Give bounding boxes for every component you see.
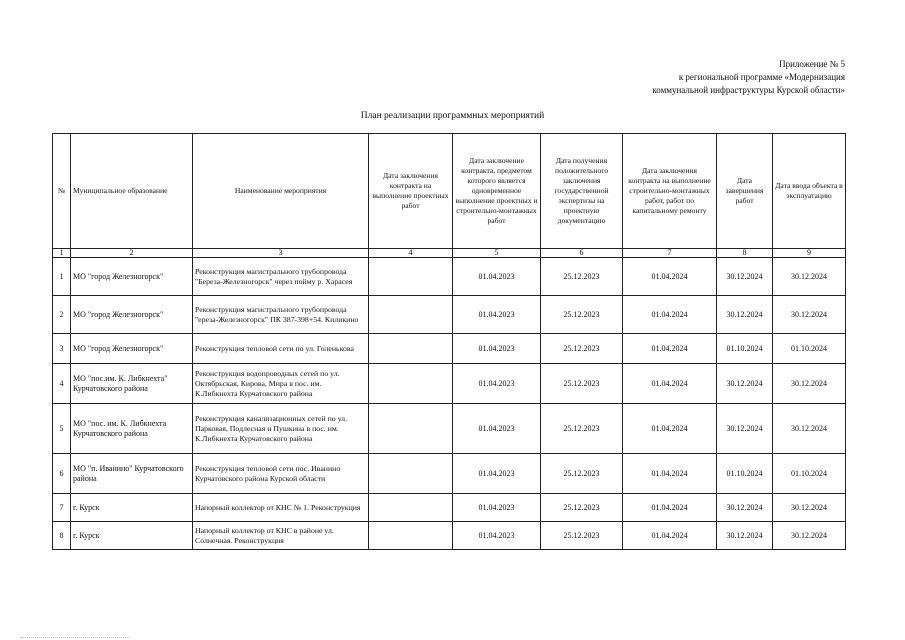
measure-cell: Реконструкция тепловой сети по ул. Голенькова [193, 334, 369, 364]
commissioning-date-cell: 30.12.2024 [773, 296, 846, 334]
combined-contract-date-cell: 01.04.2023 [453, 334, 541, 364]
appendix-line-1: Приложение № 5 [779, 59, 845, 69]
combined-contract-date-cell: 01.04.2023 [453, 454, 541, 494]
header-cell-commissioning-date: Дата ввода объекта в эксплуатацию [773, 134, 846, 249]
row-number: 6 [53, 454, 71, 494]
measure-cell: Реконструкция тепловой сети пос. Иванино Курчатовского района Курской области [193, 454, 369, 494]
table-row [53, 258, 846, 296]
row-number: 2 [53, 296, 71, 334]
design-contract-date-cell [369, 522, 453, 550]
table-row [53, 454, 846, 494]
completion-date-cell: 30.12.2024 [717, 364, 773, 404]
municipality-cell: г. Курск [71, 522, 193, 550]
expertise-date-cell: 25.12.2023 [541, 494, 623, 522]
column-number: 2 [71, 249, 193, 258]
construction-contract-date-cell: 01.04.2024 [623, 258, 717, 296]
design-contract-date-cell [369, 258, 453, 296]
measure-cell: Напорный коллектор от КНС в районе ул. Солнечная. Реконструкция [193, 522, 369, 550]
municipality-cell: МО "город Железногорск" [71, 258, 193, 296]
measure-cell: Реконструкция магистрального трубопровода "ереза-Железногорск" ПК 387-398+54. Киликино [193, 296, 369, 334]
commissioning-date-cell: 30.12.2024 [773, 494, 846, 522]
header-cell-measure: Наименование мероприятия [193, 134, 369, 249]
table-row [53, 404, 846, 454]
column-number: 7 [623, 249, 717, 258]
design-contract-date-cell [369, 334, 453, 364]
commissioning-date-cell: 01.10.2024 [773, 454, 846, 494]
expertise-date-cell: 25.12.2023 [541, 364, 623, 404]
appendix-line-2: к региональной программе «Модернизация [678, 72, 845, 82]
measure-cell: Реконструкция магистрального трубопровода "Береза-Железногорск" через пойму р. Харасея [193, 258, 369, 296]
commissioning-date-cell: 30.12.2024 [773, 364, 846, 404]
column-number: 8 [717, 249, 773, 258]
design-contract-date-cell [369, 404, 453, 454]
header-cell-expertise-date: Дата получения положительного заключения государственной экспертизы на проектную документацию [541, 134, 623, 249]
combined-contract-date-cell: 01.04.2023 [453, 522, 541, 550]
measure-cell: Реконструкция канализационных сетей по ул. Парковая, Подлесная и Пушкина в пос. им. К.Либкнехта Курчатовского района [193, 404, 369, 454]
completion-date-cell: 30.12.2024 [717, 494, 773, 522]
commissioning-date-cell: 30.12.2024 [773, 258, 846, 296]
construction-contract-date-cell: 01.04.2024 [623, 404, 717, 454]
design-contract-date-cell [369, 296, 453, 334]
header-cell-design-contract-date: Дата заключения контракта на выполнение проектных работ [369, 134, 453, 249]
appendix-block [652, 58, 845, 97]
municipality-cell: г. Курск [71, 494, 193, 522]
combined-contract-date-cell: 01.04.2023 [453, 494, 541, 522]
combined-contract-date-cell: 01.04.2023 [453, 296, 541, 334]
table-row [53, 494, 846, 522]
header-cell-construction-contract-date: Дата заключения контракта на выполнение строительно-монтажных работ, работ по капитальному ремонту [623, 134, 717, 249]
expertise-date-cell: 25.12.2023 [541, 522, 623, 550]
header-cell-number: № [53, 134, 71, 249]
construction-contract-date-cell: 01.04.2024 [623, 454, 717, 494]
measure-cell: Напорный коллектор от КНС № 1. Реконструкция [193, 494, 369, 522]
construction-contract-date-cell: 01.04.2024 [623, 522, 717, 550]
completion-date-cell: 30.12.2024 [717, 404, 773, 454]
column-number: 6 [541, 249, 623, 258]
completion-date-cell: 01.10.2024 [717, 454, 773, 494]
measure-cell: Реконструкция водопроводных сетей по ул. Октябрьская, Кирова, Мира в пос. им. К.Либкнехта Курчатовского района [193, 364, 369, 404]
table-row [53, 334, 846, 364]
construction-contract-date-cell: 01.04.2024 [623, 364, 717, 404]
municipality-cell: МО "город Железногорск" [71, 334, 193, 364]
commissioning-date-cell: 30.12.2024 [773, 404, 846, 454]
completion-date-cell: 01.10.2024 [717, 334, 773, 364]
document-title: План реализации программных мероприятий [360, 111, 545, 121]
expertise-date-cell: 25.12.2023 [541, 334, 623, 364]
completion-date-cell: 30.12.2024 [717, 522, 773, 550]
combined-contract-date-cell: 01.04.2023 [453, 364, 541, 404]
row-number: 8 [53, 522, 71, 550]
completion-date-cell: 30.12.2024 [717, 296, 773, 334]
column-number: 9 [773, 249, 846, 258]
appendix-line-3: коммунальной инфраструктуры Курской области» [652, 85, 845, 95]
row-number: 1 [53, 258, 71, 296]
column-number: 3 [193, 249, 369, 258]
row-number: 4 [53, 364, 71, 404]
column-number: 5 [453, 249, 541, 258]
expertise-date-cell: 25.12.2023 [541, 454, 623, 494]
construction-contract-date-cell: 01.04.2024 [623, 334, 717, 364]
municipality-cell: МО "город Железногорск" [71, 296, 193, 334]
column-number-row [53, 249, 846, 258]
table-row [53, 296, 846, 334]
municipality-cell: МО "пос. им. К. Либкнехта Курчатовского района [71, 404, 193, 454]
table-row [53, 364, 846, 404]
commissioning-date-cell: 01.10.2024 [773, 334, 846, 364]
construction-contract-date-cell: 01.04.2024 [623, 494, 717, 522]
header-row [53, 134, 846, 249]
scan-artifact-line [20, 636, 130, 638]
municipality-cell: МО "пос.им. К. Либкнехта" Курчатовского района [71, 364, 193, 404]
municipality-cell: МО "п. Иванино" Курчатовского района [71, 454, 193, 494]
expertise-date-cell: 25.12.2023 [541, 258, 623, 296]
column-number: 4 [369, 249, 453, 258]
header-cell-combined-contract-date: Дата заключение контракта, предметом которого является одновременное выполнение проектных и строительно-монтажных работ [453, 134, 541, 249]
row-number: 3 [53, 334, 71, 364]
construction-contract-date-cell: 01.04.2024 [623, 296, 717, 334]
design-contract-date-cell [369, 364, 453, 404]
row-number: 7 [53, 494, 71, 522]
design-contract-date-cell [369, 494, 453, 522]
column-number: 1 [53, 249, 71, 258]
header-cell-completion-date: Дата завершения работ [717, 134, 773, 249]
combined-contract-date-cell: 01.04.2023 [453, 258, 541, 296]
table-row [53, 522, 846, 550]
completion-date-cell: 30.12.2024 [717, 258, 773, 296]
combined-contract-date-cell: 01.04.2023 [453, 404, 541, 454]
expertise-date-cell: 25.12.2023 [541, 296, 623, 334]
header-cell-municipality: Муниципальное образование [71, 134, 193, 249]
expertise-date-cell: 25.12.2023 [541, 404, 623, 454]
commissioning-date-cell: 30.12.2024 [773, 522, 846, 550]
row-number: 5 [53, 404, 71, 454]
design-contract-date-cell [369, 454, 453, 494]
plan-table [52, 133, 846, 550]
